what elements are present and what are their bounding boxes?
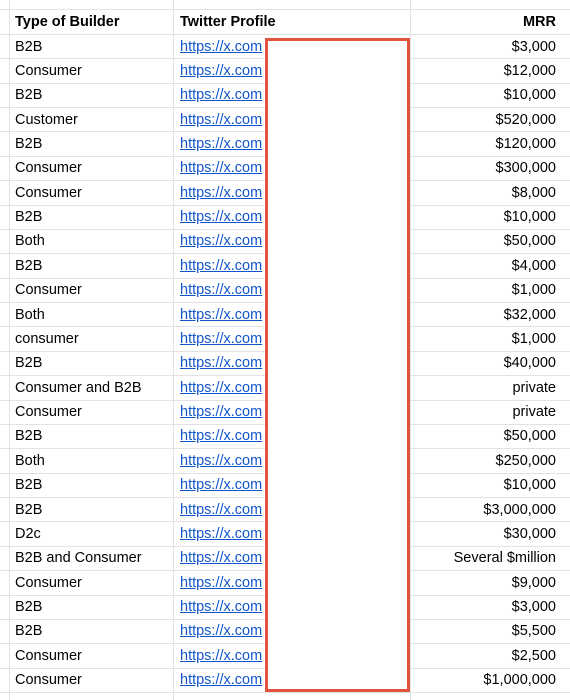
twitter-profile-link[interactable]: https://x.com — [180, 233, 263, 250]
type-cell[interactable]: B2B — [15, 355, 43, 372]
type-cell[interactable]: D2c — [15, 525, 41, 542]
type-cell[interactable]: Both — [15, 306, 45, 323]
twitter-profile-link[interactable]: https://x.com — [180, 87, 263, 104]
header-row — [0, 10, 570, 34]
twitter-profile-link[interactable]: https://x.com — [180, 550, 263, 567]
twitter-profile-link[interactable]: https://x.com — [180, 647, 263, 664]
type-cell[interactable]: B2B and Consumer — [15, 550, 142, 567]
mrr-cell[interactable]: $8,000 — [511, 184, 556, 201]
mrr-cell[interactable]: $5,500 — [511, 623, 556, 640]
type-cell[interactable]: Consumer — [15, 574, 82, 591]
mrr-cell[interactable]: $2,500 — [511, 647, 556, 664]
mrr-cell[interactable]: $3,000 — [511, 38, 556, 55]
column-divider — [9, 0, 10, 700]
type-cell[interactable]: Consumer and B2B — [15, 379, 142, 396]
mrr-cell[interactable]: $1,000 — [511, 282, 556, 299]
type-cell[interactable]: Both — [15, 233, 45, 250]
type-cell[interactable]: B2B — [15, 477, 43, 494]
twitter-profile-link[interactable]: https://x.com — [180, 452, 263, 469]
twitter-profile-link[interactable]: https://x.com — [180, 501, 263, 518]
mrr-cell[interactable]: $3,000 — [511, 599, 556, 615]
twitter-profile-link[interactable]: https://x.com — [180, 306, 263, 323]
twitter-profile-link[interactable]: https://x.com — [180, 282, 263, 299]
mrr-cell[interactable]: $10,000 — [503, 87, 556, 104]
column-divider — [173, 0, 174, 700]
type-cell[interactable]: Consumer — [15, 672, 82, 689]
twitter-profile-link[interactable]: https://x.com — [180, 379, 263, 396]
type-cell[interactable]: Consumer — [15, 282, 82, 299]
twitter-profile-link[interactable]: https://x.com — [180, 525, 263, 542]
header-mrr[interactable]: MRR — [522, 14, 556, 30]
mrr-cell[interactable]: $9,000 — [511, 574, 556, 591]
mrr-cell[interactable]: $120,000 — [495, 135, 556, 152]
twitter-profile-link[interactable]: https://x.com — [180, 135, 263, 152]
twitter-profile-link[interactable]: https://x.com — [180, 477, 263, 494]
twitter-profile-link[interactable]: https://x.com — [180, 599, 263, 615]
mrr-cell[interactable]: $10,000 — [503, 477, 556, 494]
mrr-cell[interactable]: $50,000 — [503, 428, 556, 445]
twitter-profile-link[interactable]: https://x.com — [180, 404, 263, 421]
mrr-cell[interactable]: $300,000 — [495, 160, 556, 177]
type-cell[interactable]: Consumer — [15, 184, 82, 201]
twitter-profile-link[interactable]: https://x.com — [180, 355, 263, 372]
type-cell[interactable]: B2B — [15, 38, 43, 55]
redaction-box — [265, 38, 410, 692]
type-cell[interactable]: B2B — [15, 599, 43, 615]
twitter-profile-link[interactable]: https://x.com — [180, 160, 263, 177]
twitter-profile-link[interactable]: https://x.com — [180, 38, 263, 55]
type-cell[interactable]: Consumer — [15, 62, 82, 79]
twitter-profile-link[interactable]: https://x.com — [180, 209, 263, 226]
mrr-cell[interactable]: $3,000,000 — [483, 501, 556, 518]
mrr-cell[interactable]: $32,000 — [503, 306, 556, 323]
twitter-profile-link[interactable]: https://x.com — [180, 428, 263, 445]
header-type-of-builder[interactable]: Type of Builder — [15, 14, 120, 30]
mrr-cell[interactable]: private — [512, 404, 556, 421]
mrr-cell[interactable]: $10,000 — [503, 209, 556, 226]
mrr-cell[interactable]: private — [512, 379, 556, 396]
type-cell[interactable]: Consumer — [15, 160, 82, 177]
mrr-cell[interactable]: $12,000 — [503, 62, 556, 79]
twitter-profile-link[interactable]: https://x.com — [180, 184, 263, 201]
gridline — [0, 9, 570, 10]
mrr-cell[interactable]: $250,000 — [495, 452, 556, 469]
mrr-cell[interactable]: $30,000 — [503, 525, 556, 542]
type-cell[interactable]: Consumer — [15, 404, 82, 421]
mrr-cell[interactable]: $1,000,000 — [483, 672, 556, 689]
twitter-profile-link[interactable]: https://x.com — [180, 111, 263, 128]
twitter-profile-link[interactable]: https://x.com — [180, 330, 263, 347]
gridline — [0, 692, 570, 693]
type-cell[interactable]: B2B — [15, 257, 43, 274]
mrr-cell[interactable]: $1,000 — [511, 330, 556, 347]
gridline — [0, 34, 570, 35]
mrr-cell[interactable]: $520,000 — [495, 111, 556, 128]
twitter-profile-link[interactable]: https://x.com — [180, 623, 263, 640]
mrr-cell[interactable]: $4,000 — [511, 257, 556, 274]
type-cell[interactable]: Both — [15, 452, 45, 469]
type-cell[interactable]: B2B — [15, 87, 43, 104]
type-cell[interactable]: B2B — [15, 135, 43, 152]
column-divider — [410, 0, 411, 700]
type-cell[interactable]: Consumer — [15, 647, 82, 664]
type-cell[interactable]: B2B — [15, 428, 43, 445]
twitter-profile-link[interactable]: https://x.com — [180, 257, 263, 274]
mrr-cell[interactable]: $50,000 — [503, 233, 556, 250]
twitter-profile-link[interactable]: https://x.com — [180, 62, 263, 79]
mrr-cell[interactable]: Several $million — [453, 550, 556, 567]
type-cell[interactable]: B2B — [15, 501, 43, 518]
type-cell[interactable]: B2B — [15, 209, 43, 226]
type-cell[interactable]: consumer — [15, 330, 79, 347]
mrr-cell[interactable]: $40,000 — [503, 355, 556, 372]
twitter-profile-link[interactable]: https://x.com — [180, 574, 263, 591]
twitter-profile-link[interactable]: https://x.com — [180, 672, 263, 689]
type-cell[interactable]: Customer — [15, 111, 78, 128]
type-cell[interactable]: B2B — [15, 623, 43, 640]
header-twitter-profile[interactable]: Twitter Profile — [180, 14, 276, 30]
